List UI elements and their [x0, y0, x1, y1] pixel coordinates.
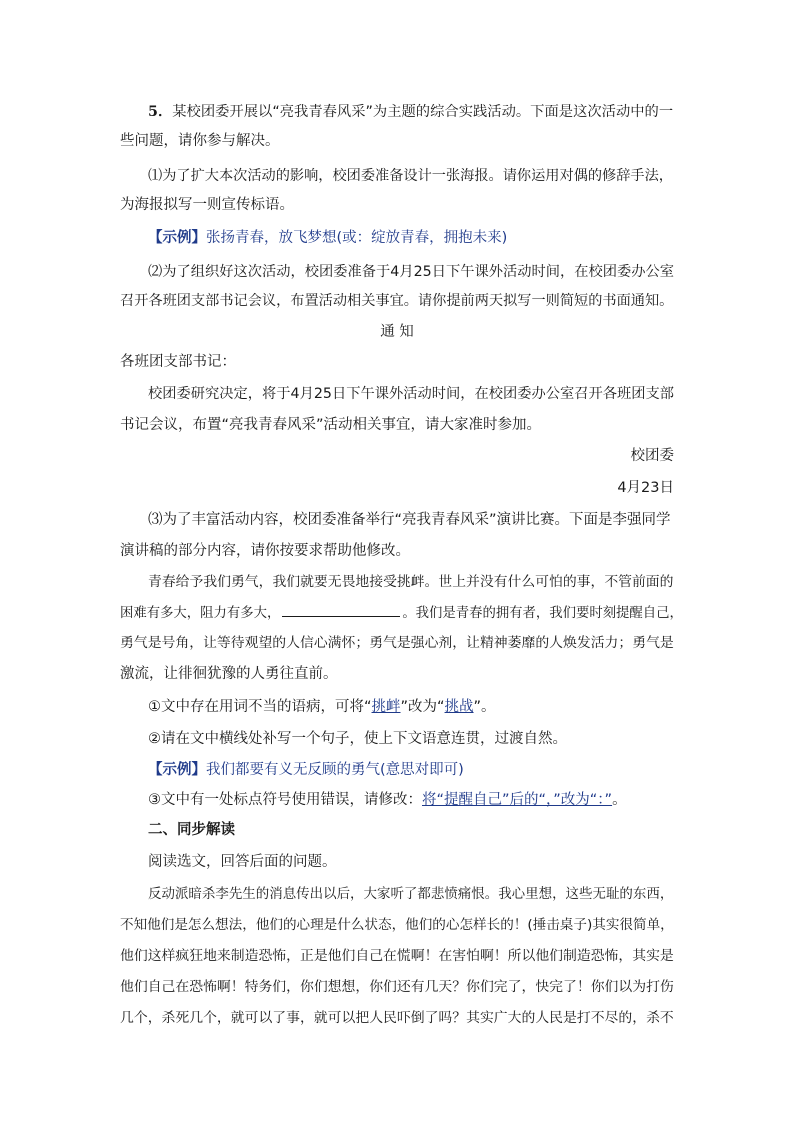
- reading-line-1: 反动派暗杀李先生的消息传出以后，大家听了都悲愤痛恨。我心里想，这些无耻的东西，: [148, 886, 674, 902]
- example-tag: 【示例】: [148, 230, 206, 246]
- speech-line-2: 困难有多大，阻力有多大， 。我们是青春的拥有者，我们要时刻提醒自己，: [120, 602, 683, 624]
- fill-in-blank: [282, 602, 400, 617]
- part-3-line-1: ⑶为了丰富活动内容，校团委准备举行“亮我青春风采”演讲比赛。下面是李强同学: [148, 512, 671, 528]
- example-answer: 我们都要有义无反顾的勇气(意思对即可): [206, 762, 464, 778]
- notice-body-line-1: 校团委研究决定，将于4月25日下午课外活动时间，在校团委办公室召开各班团支部: [148, 386, 674, 402]
- reading-line-4: 他们自己在恐怖啊！特务们，你们想想，你们还有几天？你们完了，快完了！你们以为打伤: [120, 979, 674, 995]
- notice-sender: 校团委: [630, 448, 674, 464]
- correct-word: 挑战: [444, 699, 474, 715]
- sub-question-2: ②请在文中横线处补写一个句子，使上下文语意连贯，过渡自然。: [148, 731, 567, 747]
- sub-question-3: ③文中有一处标点符号使用错误，请修改：将“提醒自己”后的“，”改为“：”。: [148, 792, 627, 808]
- part-2-line-2: 召开各班团支部书记会议，布置活动相关事宜。请你提前两天拟写一则简短的书面通知。: [120, 293, 674, 309]
- example-tag: 【示例】: [148, 762, 206, 778]
- notice-body-line-2: 书记会议，布置“亮我青春风采”活动相关事宜，请大家准时参加。: [120, 417, 542, 433]
- part-3-line-2: 演讲稿的部分内容，请你按要求帮助他修改。: [120, 543, 410, 559]
- wrong-word: 挑衅: [371, 699, 401, 715]
- sub-question-2-example: [148, 760, 464, 780]
- part-2-line-1: ⑵为了组织好这次活动，校团委准备于4月25日下午课外活动时间，在校团委办公室: [148, 264, 674, 280]
- part-1-example: [148, 228, 507, 248]
- speech-line-3: 勇气是号角，让等待观望的人信心满怀；勇气是强心剂，让精神萎靡的人焕发活力；勇气是: [120, 635, 674, 651]
- question-5-line-1: 5．某校团委开展以“亮我青春风采”为主题的综合实践活动。下面是这次活动中的一: [148, 104, 674, 120]
- part-1-line-2: 为海报拟写一则宣传标语。: [120, 197, 294, 213]
- notice-title: 通 知: [380, 324, 414, 340]
- example-answer: 张扬青春，放飞梦想(或：绽放青春，拥抱未来): [206, 230, 508, 246]
- notice-recipient: 各班团支部书记：: [120, 354, 236, 370]
- punctuation-answer: 将“提醒自己”后的“，”改为“：”: [422, 792, 613, 808]
- reading-line-2: 不知他们是怎么想法，他们的心理是什么状态，他们的心怎样长的！(捶击桌子)其实很简单，: [120, 917, 674, 933]
- notice-date: 4月23日: [617, 480, 674, 496]
- question-5-line-2: 些问题，请你参与解决。: [120, 133, 280, 149]
- speech-line-1: 青春给予我们勇气，我们就要无畏地接受挑衅。世上并没有什么可怕的事，不管前面的: [148, 574, 674, 590]
- question-number: 5．: [148, 104, 173, 120]
- part-1-line-1: ⑴为了扩大本次活动的影响，校团委准备设计一张海报。请你运用对偶的修辞手法，: [148, 168, 673, 184]
- reading-line-3: 他们这样疯狂地来制造恐怖，正是他们自己在慌啊！在害怕啊！所以他们制造恐怖，其实是: [120, 948, 674, 964]
- reading-line-5: 几个，杀死几个，就可以了事，就可以把人民吓倒了吗？其实广大的人民是打不尽的，杀不: [120, 1010, 674, 1026]
- sub-question-1: ①文中存在用词不当的语病，可将“挑衅”改为“挑战”。: [148, 699, 496, 715]
- reading-instruction: 阅读选文，回答后面的问题。: [148, 854, 337, 870]
- section-2-heading: 二、同步解读: [148, 822, 235, 838]
- speech-line-4: 激流，让徘徊犹豫的人勇往直前。: [120, 666, 338, 682]
